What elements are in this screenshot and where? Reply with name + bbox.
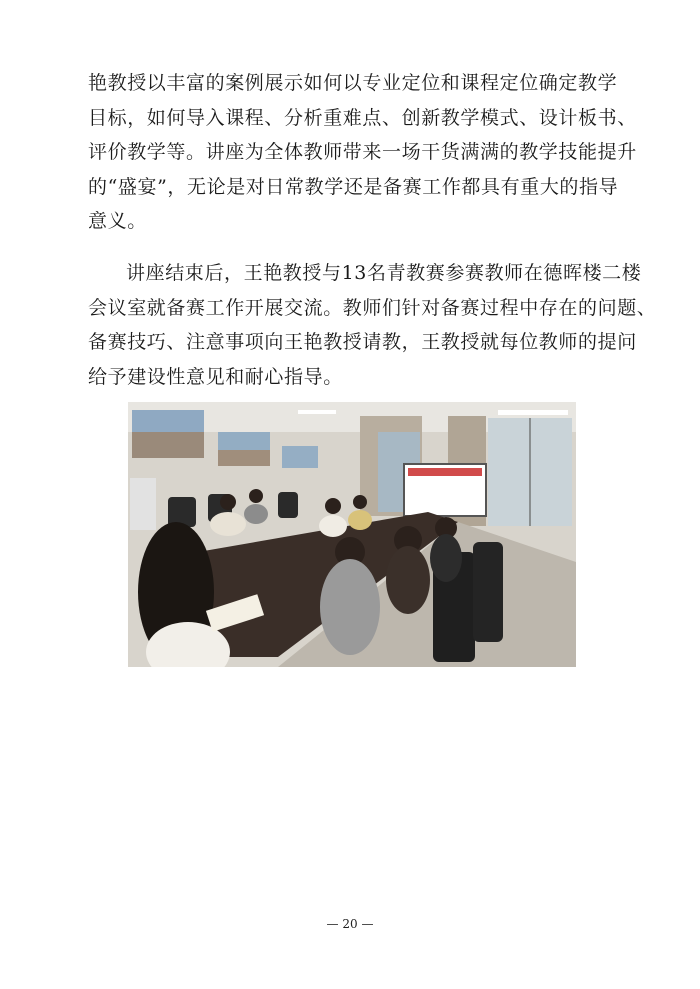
page-number: — 20 — bbox=[326, 917, 374, 931]
wall-poster bbox=[282, 446, 318, 468]
person-head bbox=[220, 494, 236, 510]
person-head bbox=[249, 489, 263, 503]
person-body bbox=[430, 534, 462, 582]
paragraph-line: 备赛技巧、注意事项向王艳教授请教，王教授就每位教师的提问 bbox=[88, 331, 637, 354]
person-body bbox=[386, 546, 430, 614]
meeting-photo-illustration bbox=[128, 402, 576, 667]
wall-poster-building bbox=[132, 432, 204, 458]
ceiling-light bbox=[298, 410, 336, 414]
ceiling-light bbox=[498, 410, 568, 415]
paragraph-1 bbox=[88, 66, 637, 239]
meeting-room-photo bbox=[128, 402, 576, 667]
paragraph-line: 意义。 bbox=[88, 210, 147, 233]
paragraph-2 bbox=[88, 256, 657, 394]
person-head bbox=[353, 495, 367, 509]
person-body bbox=[244, 504, 268, 524]
person-body bbox=[348, 510, 372, 530]
screen-banner bbox=[408, 468, 482, 476]
person-body bbox=[319, 515, 347, 537]
paragraph-line: 给予建设性意见和耐心指导。 bbox=[88, 365, 343, 388]
paragraph-line: 目标，如何导入课程、分析重难点、创新教学模式、设计板书、 bbox=[88, 106, 637, 129]
person-body bbox=[320, 559, 380, 655]
water-dispenser bbox=[130, 478, 156, 530]
chair bbox=[278, 492, 298, 518]
paragraph-line: 会议室就备赛工作开展交流。教师们针对备赛过程中存在的问题、 bbox=[88, 296, 657, 319]
paragraph-line: 艳教授以丰富的案例展示如何以专业定位和课程定位确定教学 bbox=[88, 72, 618, 94]
paragraph-line: 的“盛宴”，无论是对日常教学还是备赛工作都具有重大的指导 bbox=[88, 175, 619, 198]
paragraph-line: 讲座结束后，王艳教授与13名青教赛参赛教师在德晖楼二楼 bbox=[126, 262, 642, 284]
chair bbox=[473, 542, 503, 642]
paragraph-line: 评价教学等。讲座为全体教师带来一场干货满满的教学技能提升 bbox=[88, 141, 637, 164]
wall-poster-building bbox=[218, 450, 270, 466]
person-body bbox=[210, 512, 246, 536]
person-head bbox=[325, 498, 341, 514]
